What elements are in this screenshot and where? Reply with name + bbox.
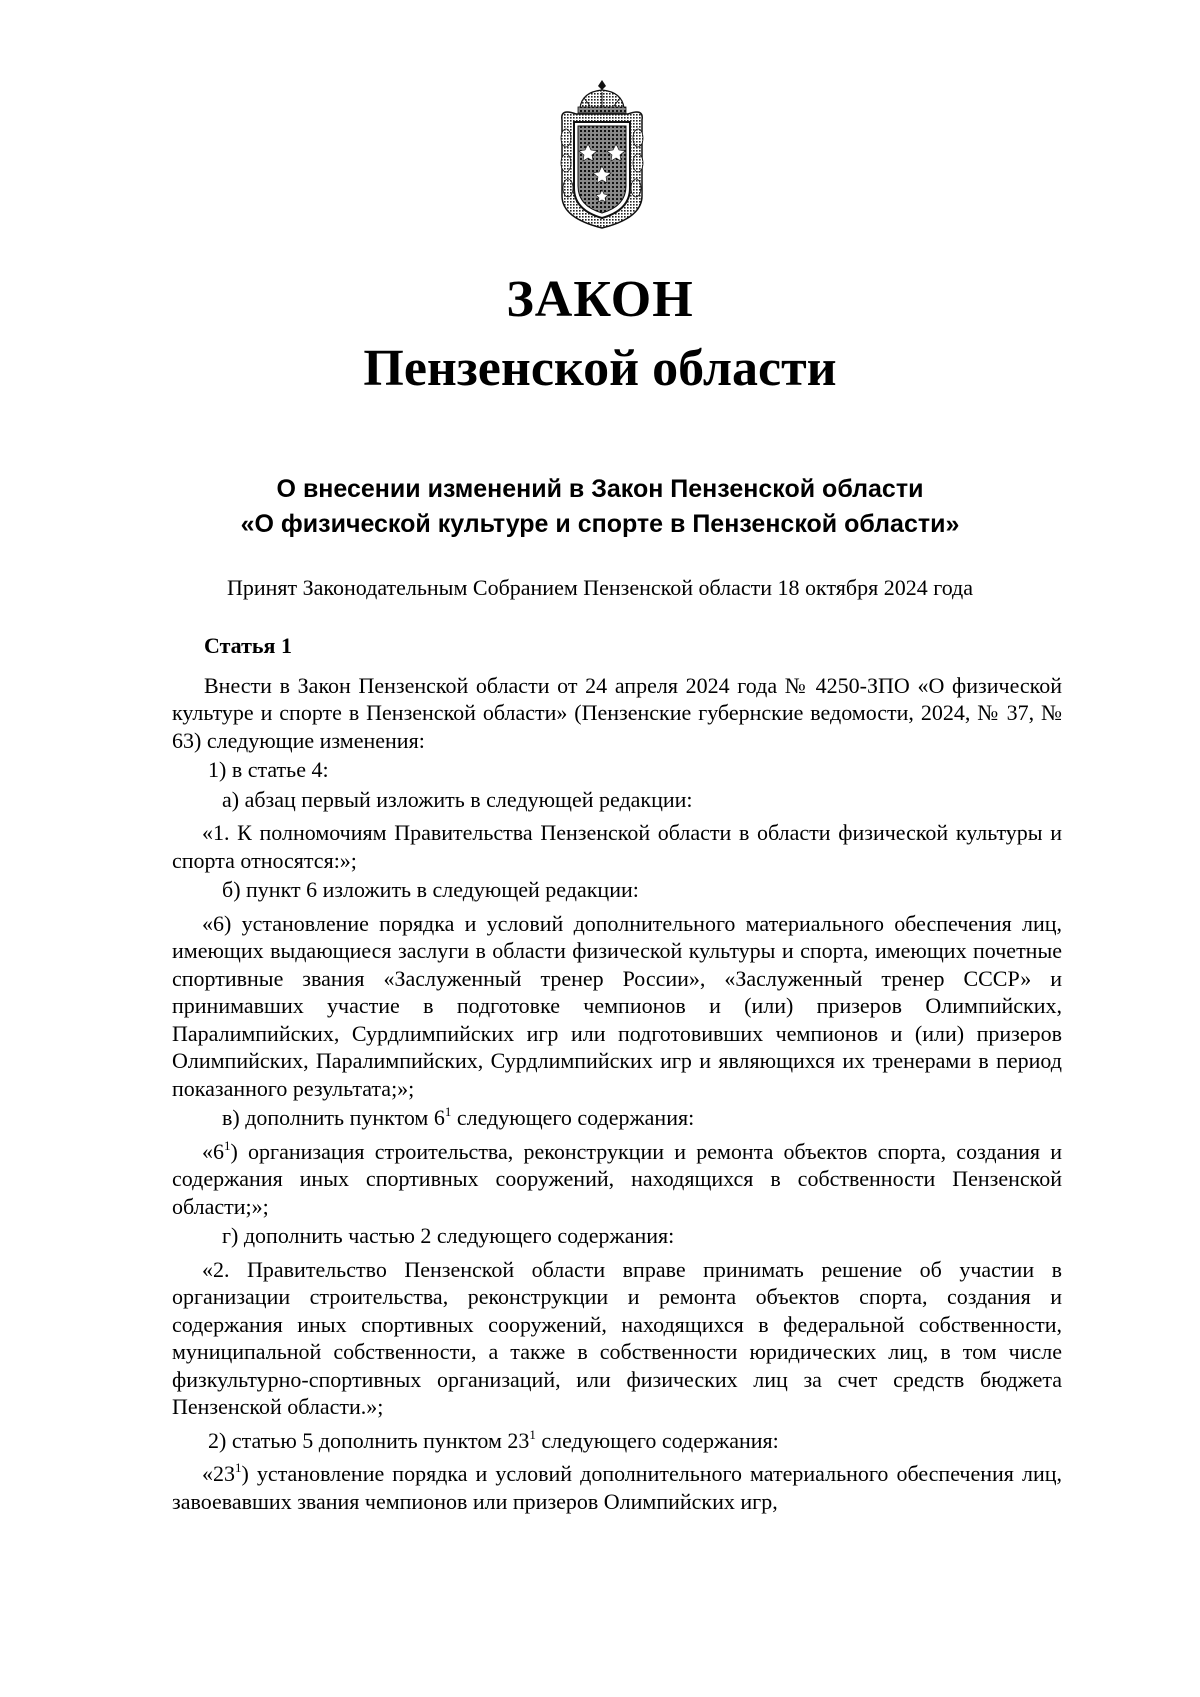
article-body (172, 632, 1062, 1515)
law-heading-line-2: «О физической культуре и спорте в Пензенской области» (240, 510, 960, 538)
law-heading (0, 472, 1200, 542)
item-1-a-text: «1. К полномочиям Правительства Пензенской области в области физической культуры и спорта относятся:»; (172, 820, 1062, 873)
item-1-v-text-pre: «6 (202, 1138, 224, 1164)
item-1-v (172, 1104, 1062, 1132)
coat-of-arms-emblem (552, 78, 652, 233)
item-1-v-post: следующего содержания: (451, 1105, 695, 1130)
item-2-text-sup: 1 (235, 1460, 242, 1475)
item-2-text-post: ) установление порядка и условий дополнительного материального обеспечения лиц, завоевавших звания чемпионов или призеров Олимпийских игр, (172, 1461, 1062, 1514)
item-2-text-pre: «23 (202, 1461, 235, 1486)
item-1-b-text: «6) установление порядка и условий дополнительного материального обеспечения лиц, имеющих выдающиеся заслуги в области физической культуры и спорта, имеющих почетные спортивные звания «Заслуженный тренер России», «Заслуженный тренер СССР» и принимавших участие в подготовке чемпионов и (или) призеров Олимпийских, Паралимпийских, Сурдлимпийских игр или подготовивших чемпионов и (или) призеров Олимпийских, Паралимпийских, Сурдлимпийских игр и являющихся их тренерами в период показанного результата;»; (172, 910, 1062, 1101)
item-1-v-text-sup: 1 (224, 1137, 231, 1153)
adoption-note: Принят Законодательным Собранием Пензенской области 18 октября 2024 года (226, 575, 974, 600)
item-1-v-sup: 1 (444, 1104, 452, 1119)
item-2-sup: 1 (529, 1426, 536, 1442)
item-1-g: г) дополнить частью 2 следующего содержания: (222, 1223, 675, 1248)
article-intro: Внести в Закон Пензенской области от 24 апреля 2024 года № 4250-ЗПО «О физической культуре и спорте в Пензенской области» (Пензенские губернские ведомости, 2024, № 37, № 63) следующие изменения: (172, 672, 1062, 753)
document-title: ЗАКОН (506, 271, 694, 328)
item-1: 1) в статье 4: (208, 757, 329, 782)
item-2-text (172, 1460, 1062, 1515)
item-1-v-text (172, 1138, 1062, 1221)
item-2-pre: 2) статью 5 дополнить пунктом 23 (208, 1427, 530, 1453)
item-1-v-text-post: ) организация строительства, реконструкции и ремонта объектов спорта, создания и содержания иных спортивных сооружений, находящихся в собственности Пензенской области;»; (172, 1138, 1062, 1219)
article-title: Статья 1 (204, 633, 292, 658)
document-subtitle: Пензенской области (363, 340, 837, 397)
item-1-g-text: «2. Правительство Пензенской области вправе принимать решение об участии в организации строительства, реконструкции и ремонта объектов спорта, создания и содержания иных спортивных сооружений, находящихся в федеральной собственности, муниципальной собственности, а также в собственности юридических лиц, в том числе физкультурно-спортивных организаций, или физических лиц за счет средств бюджета Пензенской области.»; (172, 1256, 1062, 1419)
item-1-a: а) абзац первый изложить в следующей редакции: (222, 786, 693, 812)
item-1-b: б) пункт 6 изложить в следующей редакции: (222, 877, 639, 902)
law-heading-line-1: О внесении изменений в Закон Пензенской области (276, 475, 924, 503)
item-2-post: следующего содержания: (535, 1427, 779, 1453)
item-1-v-pre: в) дополнить пунктом 6 (222, 1105, 445, 1130)
item-2 (172, 1427, 1062, 1455)
